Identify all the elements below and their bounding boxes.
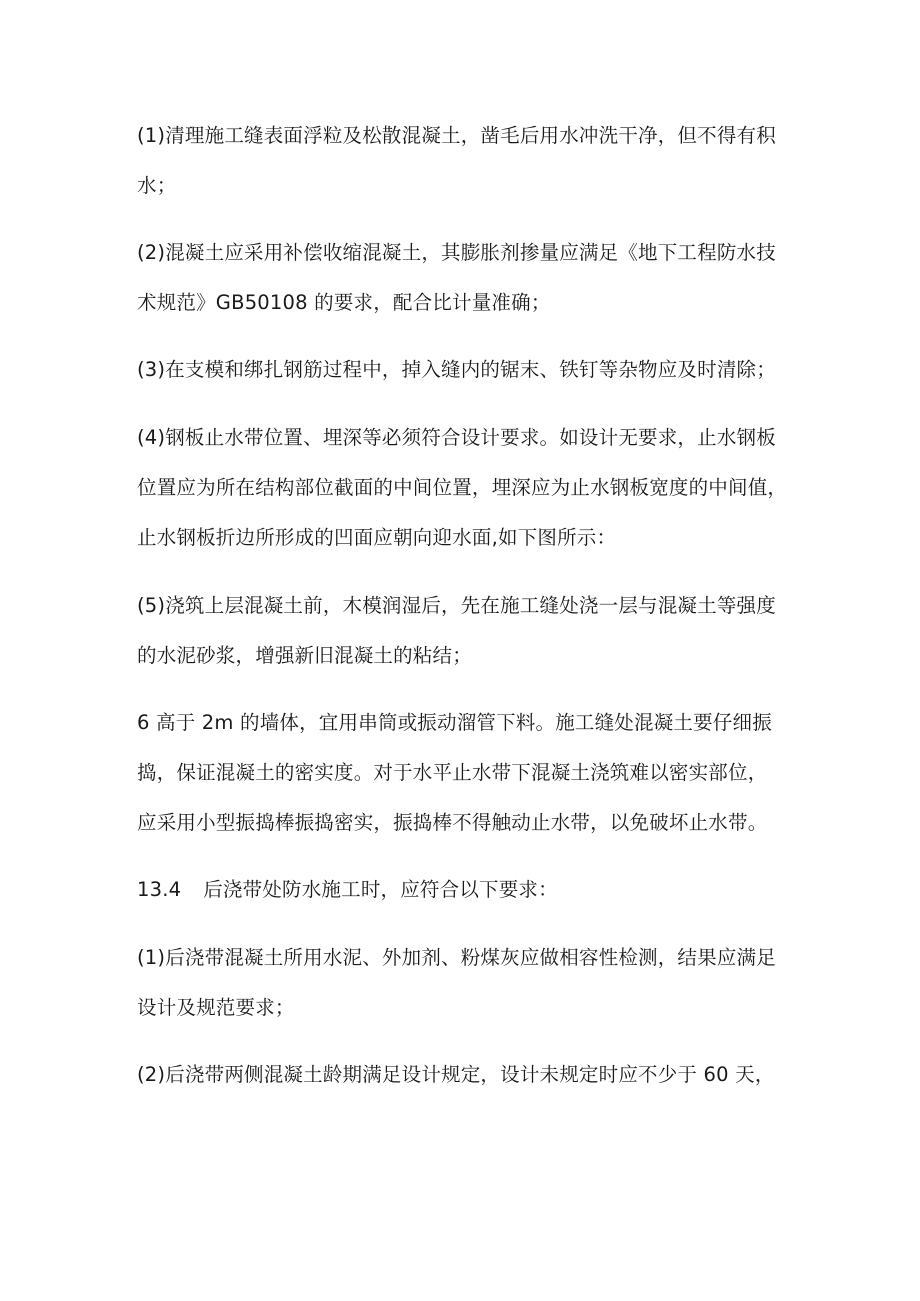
paragraph-1-line-1: (1)清理施工缝表面浮粒及松散混凝土，凿毛后用水冲洗干净，但不得有积 bbox=[137, 124, 776, 147]
paragraph-3-line-1: (3)在支模和绑扎钢筋过程中，掉入缝内的锯末、铁钉等杂物应及时清除； bbox=[137, 358, 776, 381]
paragraph-5-line-2: 的水泥砂浆，增强新旧混凝土的粘结； bbox=[137, 644, 472, 667]
paragraph-6-line-2: 捣，保证混凝土的密实度。对于水平止水带下混凝土浇筑难以密实部位， bbox=[137, 761, 768, 784]
paragraph-4-line-1: (4)钢板止水带位置、埋深等必须符合设计要求。如设计无要求，止水钢板 bbox=[137, 426, 776, 449]
paragraph-2-line-2: 术规范》GB50108 的要求，配合比计量准确； bbox=[137, 291, 551, 314]
paragraph-6-line-1: 6 高于 2m 的墙体，宜用串筒或振动溜管下料。施工缝处混凝土要仔细振 bbox=[137, 711, 772, 734]
paragraph-8-line-2: 设计及规范要求； bbox=[137, 996, 295, 1019]
paragraph-9-line-1: (2)后浇带两侧混凝土龄期满足设计规定，设计未规定时应不少于 60 天， bbox=[137, 1063, 775, 1086]
paragraph-4-line-2: 位置应为所在结构部位截面的中间位置，埋深应为止水钢板宽度的中间值， bbox=[137, 476, 788, 499]
paragraph-8-line-1: (1)后浇带混凝土所用水泥、外加剂、粉煤灰应做相容性检测，结果应满足 bbox=[137, 946, 776, 969]
paragraph-6-line-3: 应采用小型振捣棒振捣密实，振捣棒不得触动止水带，以免破坏止水带。 bbox=[137, 811, 768, 834]
paragraph-5-line-1: (5)浇筑上层混凝土前，木模润湿后，先在施工缝处浇一层与混凝土等强度 bbox=[137, 594, 776, 617]
paragraph-1-line-2: 水； bbox=[137, 174, 177, 197]
section-heading-text: 后浇带处防水施工时，应符合以下要求： bbox=[203, 878, 558, 901]
section-13-4-heading bbox=[137, 878, 558, 902]
paragraph-2-line-1: (2)混凝土应采用补偿收缩混凝土，其膨胀剂掺量应满足《地下工程防水技 bbox=[137, 241, 776, 264]
paragraph-4-line-3: 止水钢板折边所形成的凹面应朝向迎水面,如下图所示： bbox=[137, 526, 617, 549]
section-number: 13.4 bbox=[137, 878, 182, 901]
